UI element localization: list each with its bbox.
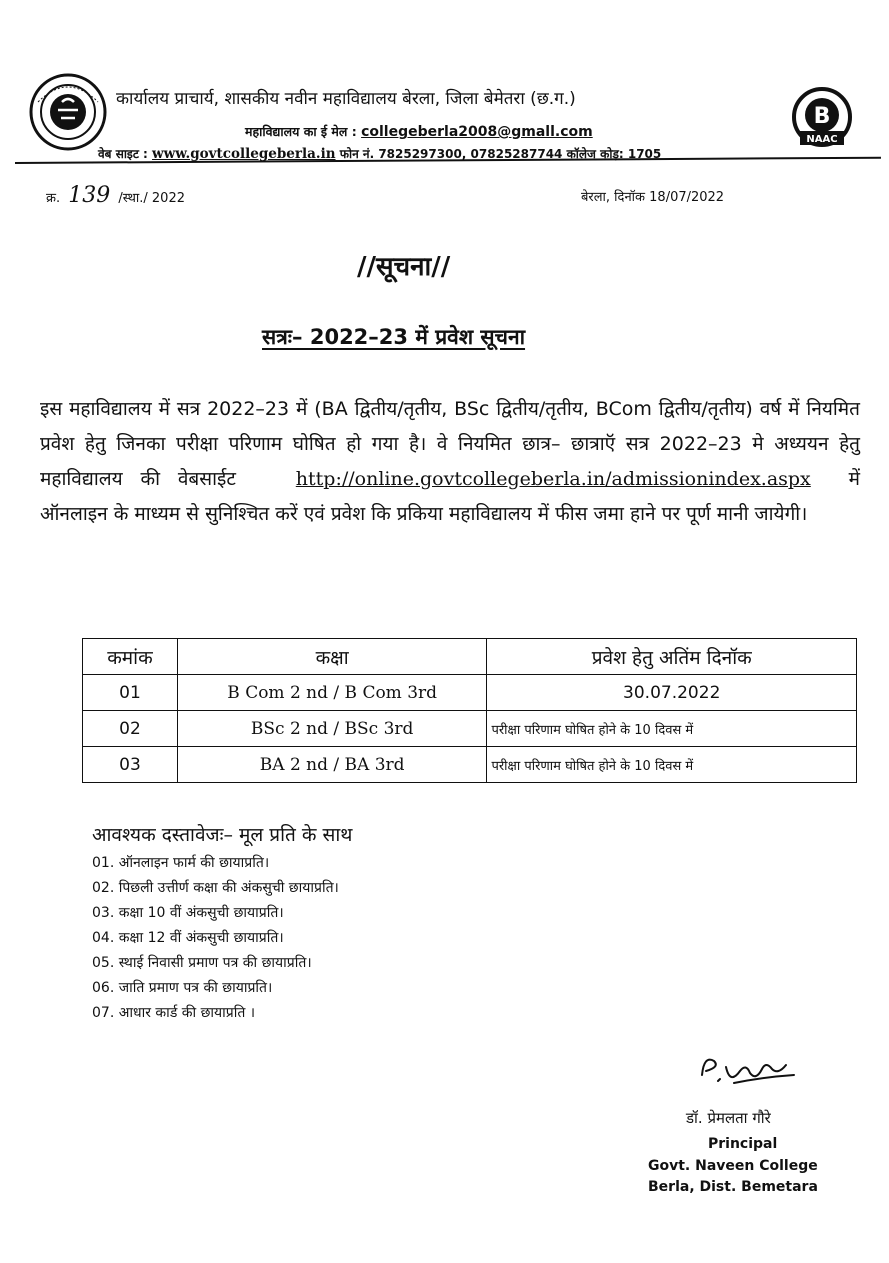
header-class: कक्षा (177, 639, 487, 675)
phone-numbers: फोन नं. 7825297300, 07825287744 (339, 147, 563, 161)
notice-body (40, 392, 860, 532)
table-header-row (83, 639, 857, 675)
table-row (83, 711, 857, 747)
list-item: 07. आधार कार्ड की छायाप्रति । (92, 1005, 256, 1021)
row-serial: 01 (83, 675, 178, 711)
website-label: वेब साइट : (98, 147, 148, 161)
documents-list (92, 851, 339, 1026)
row-serial: 02 (83, 711, 178, 747)
list-item: 05. स्थाई निवासी प्रमाण पत्र की छायाप्रति। (92, 955, 312, 971)
college-seal-logo (28, 72, 108, 152)
notice-title: //सूचना// (357, 252, 451, 282)
row-last-date: 30.07.2022 (487, 675, 857, 711)
list-item: 03. कक्षा 10 वीं अंकसुची छायाप्रति। (92, 905, 284, 921)
naac-grade-logo (786, 85, 858, 155)
naac-label: NAAC (806, 134, 838, 145)
row-class: BSc 2 nd / BSc 3rd (177, 711, 487, 747)
signatory-title: Principal (708, 1136, 778, 1152)
naac-grade: B (813, 104, 831, 129)
notice-date: बेरला, दिनॉक 18/07/2022 (581, 190, 725, 205)
list-item: 01. ऑनलाइन फार्म की छायाप्रति। (92, 855, 270, 871)
table-row (83, 747, 857, 783)
email-label: महाविद्यालय का ई मेल : (245, 124, 357, 139)
list-item: 02. पिछली उत्तीर्ण कक्षा की अंकसुची छायाप्रति। (92, 880, 339, 896)
notice-subject: सत्रः– 2022–23 में प्रवेश सूचना (262, 325, 526, 349)
reference-prefix: क्र. (46, 191, 61, 206)
list-item: 06. जाति प्रमाण पत्र की छायाप्रति। (92, 980, 273, 996)
row-last-date: परीक्षा परिणाम घोषित होने के 10 दिवस में (487, 747, 857, 783)
row-class: B Com 2 nd / B Com 3rd (177, 675, 487, 711)
row-last-date: परीक्षा परिणाम घोषित होने के 10 दिवस में (487, 711, 857, 747)
office-heading: कार्यालय प्राचार्य, शासकीय नवीन महाविद्यालय बेरला, जिला बेमेतरा (छ.ग.) (116, 89, 576, 109)
row-class: BA 2 nd / BA 3rd (177, 747, 487, 783)
signatory-name: डॉ. प्रेमलता गौरे (686, 1109, 771, 1127)
website-link[interactable]: www.govtcollegeberla.in (152, 146, 336, 162)
header-serial: कमांक (83, 639, 178, 675)
admission-url-link[interactable]: http://online.govtcollegeberla.in/admissionindex.aspx (295, 468, 811, 490)
reference-suffix: /स्था./ 2022 (118, 191, 185, 206)
row-serial: 03 (83, 747, 178, 783)
documents-heading: आवश्यक दस्तावेजः– मूल प्रति के साथ (92, 824, 353, 846)
header-last-date: प्रवेश हेतु अतिंम दिनॉक (487, 639, 857, 675)
reference-handwritten-number: 139 (68, 183, 111, 208)
body-text-after-url: में ऑनलाइन के माध्यम से सुनिश्चित करें एवं प्रवेश कि प्रकिया महाविद्यालय में फीस जमा हाने पर पूर्ण मानी जायेगी। (40, 468, 860, 525)
body-text-before-url: इस महाविद्यालय में सत्र 2022–23 में (BA द्वितीय/तृतीय, BSc द्वितीय/तृतीय, BCom द्वितीय/तृतीय) वर्ष में नियमित प्रवेश हेतु जिनका परीक्षा परिणाम घोषित हो गया है। वे नियमित छात्र– छात्राऍ सत्र 2022–23 मे अध्ययन हेतु महाविद्यालय की वेबसाईट (40, 398, 860, 490)
college-code: कॉलेज कोड़: 1705 (566, 147, 662, 161)
signatory-college: Govt. Naveen College (648, 1158, 818, 1174)
email-address[interactable]: collegeberla2008@gmall.com (361, 124, 593, 140)
admission-schedule-table (82, 638, 857, 783)
list-item: 04. कक्षा 12 वीं अंकसुची छायाप्रति। (92, 930, 284, 946)
signatory-place: Berla, Dist. Bemetara (648, 1179, 818, 1195)
handwritten-signature (694, 1045, 804, 1090)
email-line (245, 123, 593, 140)
table-row (83, 675, 857, 711)
reference-number (46, 183, 185, 208)
